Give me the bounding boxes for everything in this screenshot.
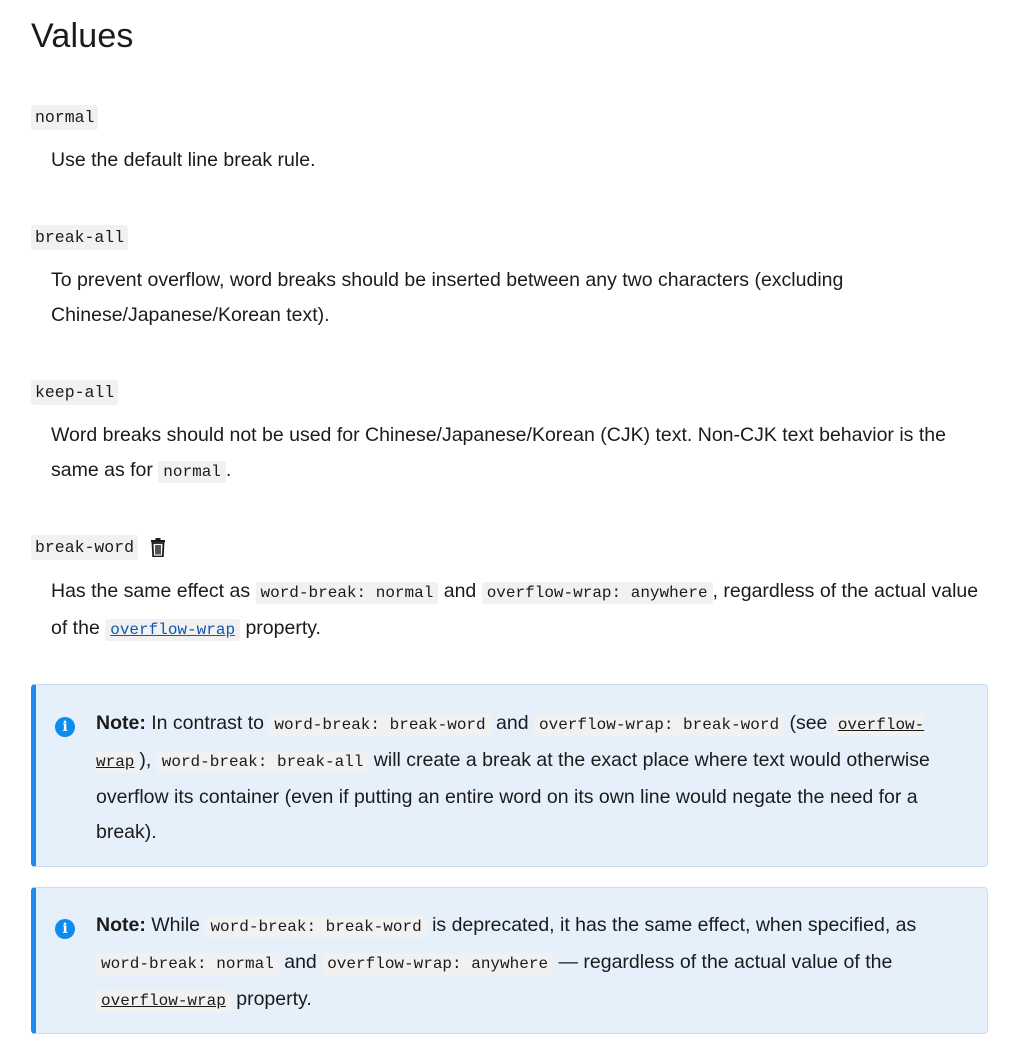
info-icon: i: [55, 717, 75, 737]
inline-code: word-break: normal: [256, 582, 439, 604]
overflow-wrap-link[interactable]: [105, 617, 240, 639]
term-code: break-word: [31, 535, 138, 560]
inline-code: word-break: normal: [96, 953, 279, 975]
desc-text: property.: [240, 617, 321, 639]
note-text-part: is deprecated, it has the same effect, when specified, as: [426, 914, 917, 936]
desc-break-all: To prevent overflow, word breaks should be inserted between any two characters (excluding Chinese/Japanese/Korean text).: [51, 269, 844, 326]
note-label: Note:: [96, 914, 146, 936]
note-text-part: property.: [230, 988, 312, 1010]
link-code[interactable]: overflow-wrap: [96, 990, 231, 1012]
note-text-part: and: [490, 712, 534, 734]
note-text-part: (see: [784, 712, 833, 734]
inline-code: word-break: break-all: [157, 751, 369, 773]
desc-text: Has the same effect as: [51, 580, 256, 602]
term-normal: [31, 105, 98, 130]
note-text-part: and: [278, 951, 323, 973]
desc-break-word: [51, 574, 988, 648]
note-text-part: will create a break at the exact place where text would otherwise overflow its container (even if putting an entire word on its own line would negate the need for a break).: [96, 749, 930, 843]
desc-keep-all: [51, 418, 988, 490]
desc-text: .: [225, 459, 232, 481]
term-keep-all: [31, 380, 118, 405]
note-callout: [31, 684, 988, 867]
note-text: [96, 706, 967, 850]
inline-code: overflow-wrap: break-word: [534, 714, 784, 736]
desc-text: and: [438, 580, 482, 602]
note-text-part: — regardless of the actual value of the: [553, 951, 893, 973]
desc-normal: Use the default line break rule.: [51, 149, 316, 171]
info-icon: i: [55, 919, 75, 939]
note-text-part: ),: [139, 749, 157, 771]
note-text: [96, 908, 967, 1019]
inline-code: overflow-wrap: anywhere: [322, 953, 553, 975]
inline-code: normal: [158, 461, 226, 483]
term-break-word: [31, 535, 166, 560]
note-text-part: In contrast to: [145, 712, 270, 734]
inline-code: word-break: break-word: [205, 916, 426, 938]
term-code: normal: [31, 105, 98, 130]
note-callout: [31, 887, 988, 1034]
section-heading: Values: [31, 17, 134, 55]
trash-icon[interactable]: [150, 538, 166, 557]
term-code: break-all: [31, 225, 128, 250]
link-code[interactable]: overflow-wrap: [96, 716, 925, 771]
note-text-part: While: [145, 914, 206, 936]
inline-code: overflow-wrap: anywhere: [482, 582, 713, 604]
link-code[interactable]: overflow-wrap: [105, 619, 240, 641]
desc-text: Word breaks should not be used for Chinese/Japanese/Korean (CJK) text. Non-CJK text behavior is the same as for: [51, 424, 946, 481]
desc-text: , regardless of the actual value of the: [51, 580, 979, 639]
inline-code: word-break: break-word: [269, 714, 490, 736]
term-code: keep-all: [31, 380, 118, 405]
overflow-wrap-link[interactable]: [96, 988, 231, 1010]
term-break-all: [31, 225, 128, 250]
note-label: Note:: [96, 712, 146, 734]
